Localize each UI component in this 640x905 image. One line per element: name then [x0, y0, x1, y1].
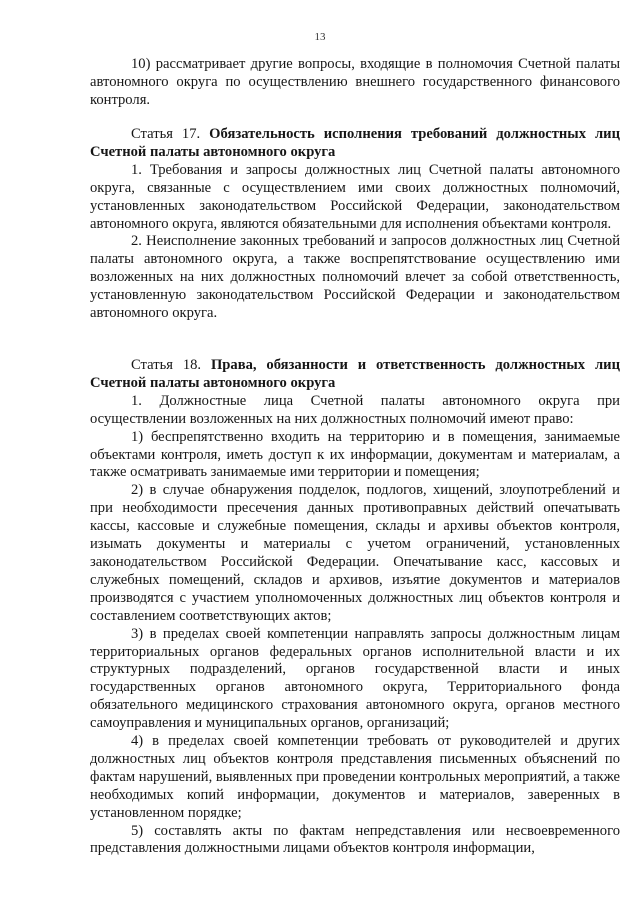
article-18	[90, 357, 620, 858]
article-18-prefix: Статья 18.	[131, 357, 211, 373]
article-18-heading	[90, 357, 620, 393]
article-17-prefix: Статья 17.	[131, 126, 210, 142]
paragraph-item-10	[90, 56, 620, 110]
article-18-paragraph-1: 1. Должностные лица Счетной палаты автономного округа при осуществлении возложенных на них должностных полномочий имеют право:	[90, 392, 620, 427]
article-18-item-3: 3) в пределах своей компетенции направлять запросы должностным лицам территориальных органов федеральных органов исполнительной власти и их структурных подразделений, органов государственной власти и иных государственных органов автономного округа, Территориального фонда обязательного медицинского страхования автономного округа, органов местного самоуправления и муниципальных органов, организаций;	[90, 625, 620, 732]
article-17-heading	[90, 126, 620, 162]
article-17-paragraph-1: 1. Требования и запросы должностных лиц Счетной палаты автономного округа, связанные с осуществлением ими своих должностных полномочий, установленных законодательством Российской Федерации, законодательством автономного округа, являются обязательными для исполнения объектами контроля.	[90, 161, 620, 232]
article-18-item-1: 1) беспрепятственно входить на территорию и в помещения, занимаемые объектами контроля, иметь доступ к их информации, документам и материалам, а также осматривать занимаемые ими территории и помещения;	[90, 428, 620, 481]
article-18-item-5: 5) составлять акты по фактам непредставления или несвоевременного представления должностными лицами объектов контроля информации,	[90, 822, 620, 857]
article-18-item-4: 4) в пределах своей компетенции требовать от руководителей и других должностных лиц объектов контроля представления письменных объяснений по фактам нарушений, выявленных при проведении контрольных мероприятий, а также необходимых копий информации, документов и материалов, заверенных в установленном порядке;	[90, 733, 620, 821]
article-18-item-2: 2) в случае обнаружения подделок, подлогов, хищений, злоупотреблений и при необходимости пресечения данных противоправных действий опечатывать кассы, кассовые и служебные помещения, склады и архивы объектов контроля, изымать документы и материалы с учетом ограничений, установленных законодательством Российской Федерации. Опечатывание касс, кассовых и служебных помещений, складов и архивов, изъятие документов и материалов производятся с участием уполномоченных должностных лиц объектов контроля и составлением соответствующих актов;	[90, 482, 620, 624]
paragraph-text: 10) рассматривает другие вопросы, входящие в полномочия Счетной палаты автономного округа по осуществлению внешнего государственного финансового контроля.	[90, 56, 620, 108]
article-17-paragraph-2: 2. Неисполнение законных требований и запросов должностных лиц Счетной палаты автономного округа, а также воспрепятствование осуществлению ими возложенных на них должностных полномочий влечет за собой ответственность, установленную законодательством Российской Федерации и законодательством автономного округа.	[90, 233, 620, 322]
article-17-title: Обязательность исполнения требований должностных лиц Счетной палаты автономного округа	[90, 126, 620, 160]
page-number: 13	[314, 31, 326, 43]
article-18-title: Права, обязанности и ответственность должностных лиц Счетной палаты автономного округа	[90, 357, 620, 391]
article-17	[90, 126, 620, 323]
